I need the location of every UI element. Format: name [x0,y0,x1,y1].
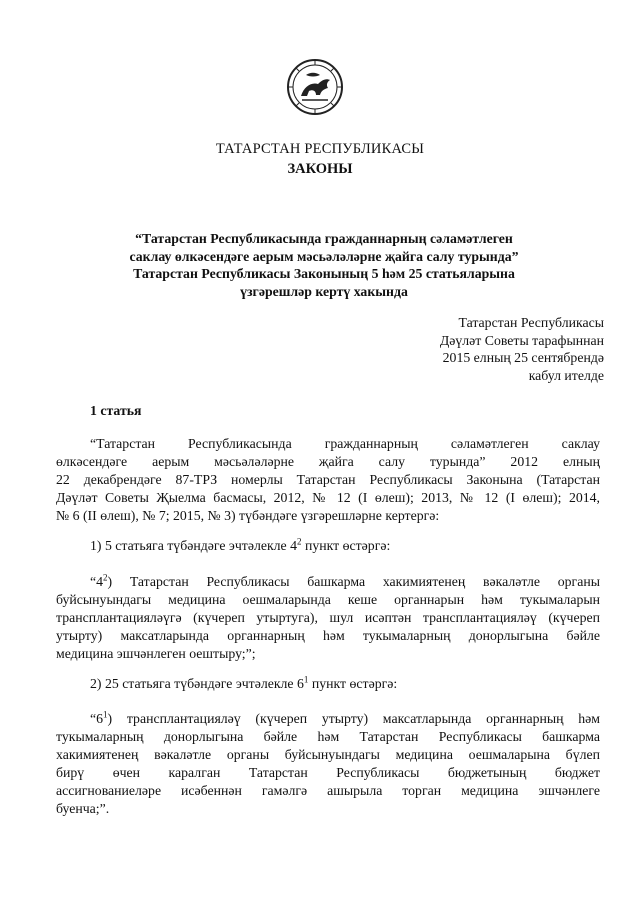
paragraph-line: 22 декабрендәге 87-ТРЗ номерлы Татарстан Республикасы Законына (Татарстан [56,472,600,487]
document-title [88,230,560,300]
header-republic: ТАТАРСТАН РЕСПУБЛИКАСЫ [215,141,425,157]
quote-start: “4 [90,574,104,589]
paragraph-amendment-intro [56,435,600,525]
item-text: пункт өстәргә: [308,676,398,691]
quote-superscript: 2 [103,572,108,583]
paragraph-line: өлкәсендәге аерым мәсьәләләрне җайга салу турында” 2012 елның [56,454,600,469]
quote-start: “6 [90,711,104,726]
paragraph-line: бирү өчен каралган Татарстан Республикасы бюджетының бюджет [56,765,600,780]
paragraph-line: “Татарстан Республикасында гражданнарның сәламәтлеген саклау [90,436,600,451]
paragraph-line: медицина эшчәнлеген оештыру;”; [56,646,256,661]
paragraph-line [56,573,600,591]
adoption-line: 2015 елның 25 сентябрендә [442,350,604,365]
adoption-note [440,314,604,384]
paragraph-line: буенча;”. [56,801,110,816]
amendment-item-1 [90,538,390,554]
tatarstan-coat-of-arms-icon [286,58,344,116]
quote-rest: ) трансплантацияләү (күчереп утырту) максатларында органнарның һәм [107,711,600,726]
title-line: Татарстан Республикасы Законының 5 һәм 25 статьяларына [133,266,515,282]
paragraph-line [56,710,600,728]
title-line: саклау өлкәсендәге аерым мәсьәләләрне җайга салу турында” [129,248,519,264]
quote-rest: ) Татарстан Республикасы башкарма хакимиятенең вәкаләтле органы [107,574,600,589]
paragraph-line: трансплантацияләүгә (күчереп утыртуга), шул исәптән трансплантацияләү (күчереп [56,610,600,625]
item-text: пункт өстәргә: [301,538,391,553]
paragraph-line: утырту) максатларында органнарның һәм тукымаларның донорлыгына бәйле [56,628,600,643]
amendment-item-2 [90,676,397,692]
item-superscript: 1 [303,674,309,685]
paragraph-line: Дәүләт Советы Җыелма басмасы, 2012, № 12 (I өлеш); 2013, № 12 (I өлеш); 2014, [56,490,600,505]
paragraph-item-2-text [56,710,600,818]
paragraph-line: ассигнованиеләре исәбеннән гамәлгә ашырыла торган медицина эшчәнлеге [56,783,600,798]
title-line: үзгәрешләр кертү хакында [240,283,408,299]
title-line: “Татарстан Республикасында гражданнарның сәламәтлеген [135,231,513,246]
article-heading: 1 статья [90,403,142,418]
paragraph-line: № 6 (II өлеш), № 7; 2015, № 3) түбәндәге үзгәрешләрне кертергә: [56,508,440,523]
header-law: ЗАКОНЫ [287,161,353,177]
adoption-line: кабул ителде [528,367,604,383]
paragraph-item-1-text [56,573,600,663]
item-superscript: 2 [297,536,302,547]
adoption-line: Дәүләт Советы тарафыннан [439,332,604,348]
quote-superscript: 1 [103,709,108,720]
adoption-line: Татарстан Республикасы [458,315,604,330]
paragraph-line: хакимиятенең вәкаләтле органы буйсынуындагы медицина оешмаларына бүлеп [56,747,600,762]
paragraph-line: тукымаларның донорлыгына бәйле һәм Татарстан Республикасы башкарма [56,729,600,744]
item-text: 1) 5 статьяга түбәндәге эчтәлекле 4 [90,538,298,553]
item-text: 2) 25 статьяга түбәндәге эчтәлекле 6 [90,676,304,691]
paragraph-line: буйсынуындагы медицина оешмаларында кеше органнарын һәм тукымаларын [56,592,600,607]
